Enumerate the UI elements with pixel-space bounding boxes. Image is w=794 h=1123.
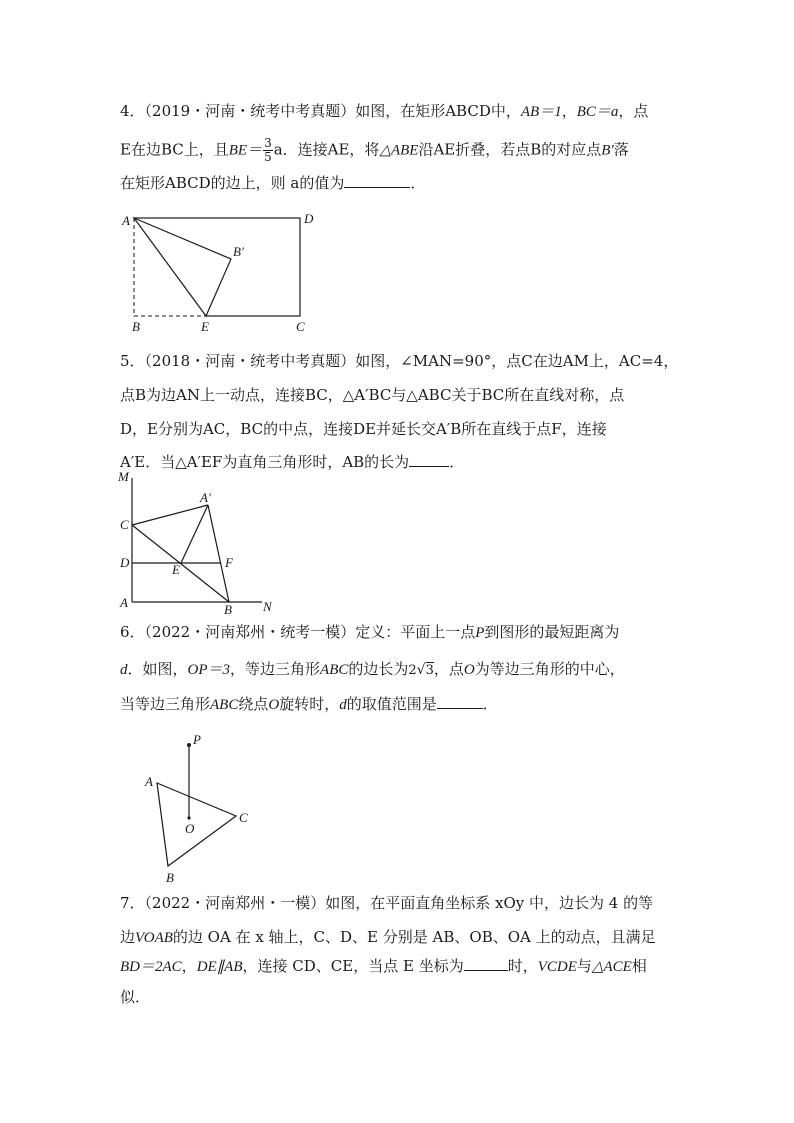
p6-line2-e: 为等边三角形的中心， — [474, 660, 625, 678]
p5-label-b: B — [224, 602, 232, 617]
p5-label-a: A — [120, 595, 128, 610]
p4-label-a: A — [122, 213, 130, 228]
p4-sep2: ，点 — [618, 102, 649, 120]
p4-line2-c: 沿AE折叠，若点B的对应点 — [418, 140, 602, 159]
p7-number: 7 — [120, 894, 130, 912]
p4-source: ．（2019・河南・统考中考真题）如图，在矩形ABCD中， — [129, 102, 521, 120]
p7-line3-c: 时， — [507, 957, 538, 975]
p7-answer-blank — [464, 956, 508, 971]
p4-line3-end: ． — [410, 174, 426, 192]
p5-label-f: F — [225, 555, 233, 570]
p6-d: d — [120, 662, 128, 678]
p6-number: 6 — [120, 623, 130, 641]
p7-line3 — [120, 956, 647, 977]
p6-line3-c: 旋转时， — [279, 695, 340, 713]
p5-label-m: M — [118, 469, 129, 484]
p4-label-b: B — [132, 319, 140, 334]
p6-line3-d: 的取值范围是 — [346, 695, 437, 713]
p6-label-b: B — [166, 870, 174, 885]
p5-line1-text: ．（2018・河南・统考中考真题）如图，∠MAN=90°，点C在边AM上，AC=4， — [129, 352, 679, 370]
p5-label-d: D — [120, 555, 130, 570]
p4-frac-den: 5 — [264, 150, 272, 164]
p5-number: 5 — [120, 352, 130, 370]
p4-line2-a: E在边BC上，且 — [120, 140, 229, 159]
p6-line3-a: 当等边三角形 — [120, 695, 211, 713]
p6-label-c: C — [239, 810, 248, 825]
p4-label-d: D — [304, 211, 314, 226]
p7-line4 — [120, 987, 150, 1007]
p6-coef: 2 — [408, 663, 417, 678]
p6-line2-d: ，点 — [433, 660, 464, 678]
p6-line3-b: 绕点 — [238, 695, 269, 713]
p6-point-o-dot — [187, 816, 190, 819]
p6-line3-end: ． — [482, 695, 498, 713]
p7-line1 — [120, 893, 653, 913]
p4-line3-text: 在矩形ABCD的边上，则 a的值为 — [120, 174, 345, 192]
p6-d2: d — [339, 697, 347, 713]
p4-label-bprime: B′ — [233, 244, 244, 259]
p7-line1-text: ．（2022・河南郑州・一模）如图，在平面直角坐标系 xOy 中，边长为 4 的等 — [129, 894, 654, 912]
p6-line2-c: 的边长为 — [348, 660, 409, 678]
p6-o2: O — [268, 697, 280, 713]
p7-line2-a: 边 — [120, 928, 136, 946]
p5-line3-text: D，E分别为AC，BC的中点，连接DE并延长交A′B所在直线于点F，连接 — [120, 420, 607, 438]
p6-line1-text: ．（2022・河南郑州・统考一模）定义：平面上一点 — [129, 623, 476, 641]
p5-label-c: C — [120, 517, 129, 532]
p6-point-p: P — [475, 625, 485, 641]
p5-label-a-prime: A′ — [200, 490, 211, 505]
p4-sep1: ， — [561, 102, 577, 120]
p6-label-p: P — [193, 732, 201, 747]
p4-label-c: C — [296, 319, 305, 334]
p4-bc: BC＝a — [576, 104, 619, 120]
p4-tri: △ABE — [379, 142, 419, 159]
p6-radicand: 3 — [425, 663, 434, 678]
p4-line2-d: 落 — [613, 140, 629, 159]
p6-line2-a: ．如图， — [127, 660, 188, 678]
p4-line2-b: a．连接AE，将 — [273, 140, 380, 159]
p7-line4-text: 似． — [120, 988, 151, 1006]
p7-line3-b: ，连接 CD、CE，当点 E 坐标为 — [242, 957, 464, 975]
p7-line2 — [120, 927, 656, 948]
p4-frac-num: 3 — [264, 136, 272, 150]
p7-de: DE∥AB — [196, 959, 243, 975]
p4-be: BE＝ — [228, 142, 263, 159]
p6-abc: ABC — [320, 662, 349, 678]
p6-line1-b: 到图形的最短距离为 — [484, 623, 620, 641]
p5-label-e: E — [172, 562, 180, 577]
p6-label-a: A — [145, 774, 153, 789]
p6-abc2: ABC — [210, 697, 239, 713]
p4-ab: AB＝1 — [520, 104, 562, 120]
p6-label-o: O — [185, 821, 195, 836]
p5-line4-end: ． — [449, 453, 465, 471]
p5-line4-text: A′E．当△A′EF为直角三角形时，AB的长为 — [120, 453, 410, 471]
p7-line3-d: 与 — [576, 957, 592, 975]
p6-o: O — [463, 662, 475, 678]
p6-two-root-three: 2√3 — [408, 662, 434, 678]
p5-label-n: N — [263, 599, 272, 614]
p4-label-e: E — [201, 319, 209, 334]
p7-ace: △ACE — [591, 959, 632, 975]
p4-number: 4 — [120, 102, 130, 120]
p7-sep: ， — [181, 957, 197, 975]
p7-vcde: VCDE — [537, 959, 577, 975]
p6-point-p-dot — [187, 743, 191, 747]
p6-triangle-abc — [157, 783, 236, 866]
p6-line2-b: ，等边三角形 — [230, 660, 321, 678]
p5-line2-text: 点B为边AN上一动点，连接BC，△A′BC与△ABC关于BC所在直线对称，点 — [120, 386, 625, 404]
p7-voab: VOAB — [135, 930, 173, 946]
p4-bprime: B′ — [601, 142, 614, 159]
p7-bd: BD＝2AC — [120, 959, 182, 975]
p6-op: OP＝3 — [187, 662, 231, 678]
p7-line3-e: 相 — [631, 957, 647, 975]
p7-line2-b: 的边 OA 在 x 轴上，C、D、E 分别是 AB、OB、OA 上的动点，且满足 — [172, 928, 656, 946]
